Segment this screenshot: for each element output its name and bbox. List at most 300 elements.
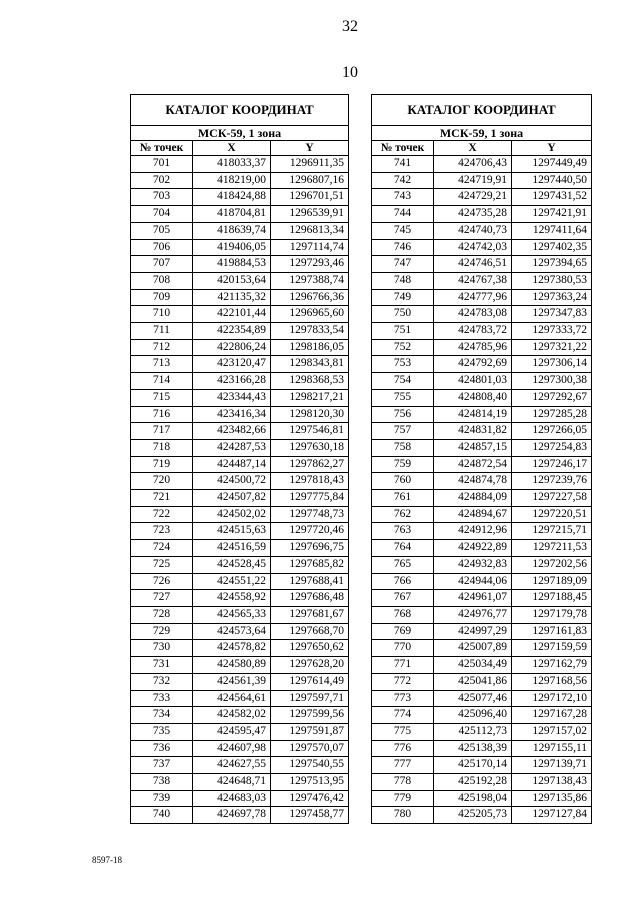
page-number: 32 xyxy=(342,18,358,35)
point-number-cell: 737 xyxy=(131,757,193,774)
y-coordinate-cell: 1297546,81 xyxy=(271,423,349,440)
y-coordinate-cell: 1297431,52 xyxy=(512,189,592,206)
y-coordinate-cell: 1297227,58 xyxy=(512,490,592,507)
table-row xyxy=(131,289,349,306)
x-coordinate-cell: 424785,96 xyxy=(434,339,512,356)
table-row xyxy=(131,523,349,540)
x-coordinate-cell: 422101,44 xyxy=(193,306,271,323)
x-coordinate-cell: 419406,05 xyxy=(193,239,271,256)
x-coordinate-cell: 424783,08 xyxy=(434,306,512,323)
table-row xyxy=(372,790,592,807)
point-number-cell: 771 xyxy=(372,657,434,674)
y-coordinate-cell: 1297720,46 xyxy=(271,523,349,540)
y-coordinate-cell: 1297411,64 xyxy=(512,222,592,239)
column-header-y: Y xyxy=(512,141,592,156)
x-coordinate-cell: 424502,02 xyxy=(193,506,271,523)
table-row xyxy=(131,506,349,523)
x-coordinate-cell: 424500,72 xyxy=(193,473,271,490)
point-number-cell: 734 xyxy=(131,707,193,724)
x-coordinate-cell: 418424,88 xyxy=(193,189,271,206)
x-coordinate-cell: 424894,67 xyxy=(434,506,512,523)
point-number-cell: 744 xyxy=(372,206,434,223)
point-number-cell: 731 xyxy=(131,657,193,674)
table-row xyxy=(131,272,349,289)
y-coordinate-cell: 1298120,30 xyxy=(271,406,349,423)
table-row xyxy=(372,189,592,206)
table-row xyxy=(131,206,349,223)
x-coordinate-cell: 418639,74 xyxy=(193,222,271,239)
table-row xyxy=(131,707,349,724)
table-row xyxy=(372,690,592,707)
table-row xyxy=(372,540,592,557)
y-coordinate-cell: 1297155,11 xyxy=(512,740,592,757)
y-coordinate-cell: 1298186,05 xyxy=(271,339,349,356)
x-coordinate-cell: 424808,40 xyxy=(434,389,512,406)
x-coordinate-cell: 424648,71 xyxy=(193,774,271,791)
point-number-cell: 775 xyxy=(372,723,434,740)
x-coordinate-cell: 420153,64 xyxy=(193,272,271,289)
x-coordinate-cell: 424740,73 xyxy=(434,222,512,239)
point-number-cell: 754 xyxy=(372,373,434,390)
y-coordinate-cell: 1298343,81 xyxy=(271,356,349,373)
table-row xyxy=(131,156,349,173)
y-coordinate-cell: 1297599,56 xyxy=(271,707,349,724)
x-coordinate-cell: 423482,66 xyxy=(193,423,271,440)
x-coordinate-cell: 424783,72 xyxy=(434,323,512,340)
x-coordinate-cell: 424857,15 xyxy=(434,439,512,456)
table-row xyxy=(131,774,349,791)
point-number-cell: 759 xyxy=(372,456,434,473)
x-coordinate-cell: 425205,73 xyxy=(434,807,512,824)
point-number-cell: 777 xyxy=(372,757,434,774)
y-coordinate-cell: 1297138,43 xyxy=(512,774,592,791)
point-number-cell: 716 xyxy=(131,406,193,423)
x-coordinate-cell: 424558,92 xyxy=(193,590,271,607)
column-header-point: № точек xyxy=(131,141,193,156)
x-coordinate-cell: 424801,03 xyxy=(434,373,512,390)
point-number-cell: 719 xyxy=(131,456,193,473)
x-coordinate-cell: 425034,49 xyxy=(434,657,512,674)
point-number-cell: 779 xyxy=(372,790,434,807)
x-coordinate-cell: 422806,24 xyxy=(193,339,271,356)
point-number-cell: 743 xyxy=(372,189,434,206)
y-coordinate-cell: 1297597,71 xyxy=(271,690,349,707)
x-coordinate-cell: 424735,28 xyxy=(434,206,512,223)
y-coordinate-cell: 1296813,34 xyxy=(271,222,349,239)
x-coordinate-cell: 425170,14 xyxy=(434,757,512,774)
x-coordinate-cell: 424595,47 xyxy=(193,723,271,740)
point-number-cell: 738 xyxy=(131,774,193,791)
table-row xyxy=(131,740,349,757)
point-number-cell: 769 xyxy=(372,623,434,640)
y-coordinate-cell: 1297202,56 xyxy=(512,556,592,573)
y-coordinate-cell: 1296965,60 xyxy=(271,306,349,323)
point-number-cell: 760 xyxy=(372,473,434,490)
x-coordinate-cell: 424580,89 xyxy=(193,657,271,674)
sub-page-number: 10 xyxy=(342,64,358,81)
table-title: КАТАЛОГ КООРДИНАТ xyxy=(372,95,592,126)
table-row xyxy=(131,540,349,557)
x-coordinate-cell: 424777,96 xyxy=(434,289,512,306)
table-row xyxy=(372,156,592,173)
y-coordinate-cell: 1297347,83 xyxy=(512,306,592,323)
point-number-cell: 732 xyxy=(131,673,193,690)
x-coordinate-cell: 424792,69 xyxy=(434,356,512,373)
table-row xyxy=(131,757,349,774)
point-number-cell: 702 xyxy=(131,172,193,189)
x-coordinate-cell: 424287,53 xyxy=(193,439,271,456)
table-row xyxy=(131,423,349,440)
point-number-cell: 762 xyxy=(372,506,434,523)
y-coordinate-cell: 1297833,54 xyxy=(271,323,349,340)
x-coordinate-cell: 424582,02 xyxy=(193,707,271,724)
point-number-cell: 726 xyxy=(131,573,193,590)
point-number-cell: 742 xyxy=(372,172,434,189)
y-coordinate-cell: 1297127,84 xyxy=(512,807,592,824)
table-subtitle: МСК-59, 1 зона xyxy=(372,126,592,141)
table-row xyxy=(372,774,592,791)
table-row xyxy=(372,289,592,306)
y-coordinate-cell: 1297449,49 xyxy=(512,156,592,173)
x-coordinate-cell: 424961,07 xyxy=(434,590,512,607)
x-coordinate-cell: 424719,91 xyxy=(434,172,512,189)
table-row xyxy=(131,239,349,256)
point-number-cell: 717 xyxy=(131,423,193,440)
x-coordinate-cell: 424515,63 xyxy=(193,523,271,540)
y-coordinate-cell: 1298217,21 xyxy=(271,389,349,406)
table-row xyxy=(372,606,592,623)
point-number-cell: 749 xyxy=(372,289,434,306)
x-coordinate-cell: 424922,89 xyxy=(434,540,512,557)
table-row xyxy=(372,523,592,540)
table-row xyxy=(372,807,592,824)
table-row xyxy=(372,306,592,323)
table-row xyxy=(131,673,349,690)
y-coordinate-cell: 1297591,87 xyxy=(271,723,349,740)
point-number-cell: 701 xyxy=(131,156,193,173)
table-row xyxy=(372,640,592,657)
point-number-cell: 774 xyxy=(372,707,434,724)
x-coordinate-cell: 424767,38 xyxy=(434,272,512,289)
table-row xyxy=(372,339,592,356)
x-coordinate-cell: 424874,78 xyxy=(434,473,512,490)
table-row xyxy=(372,556,592,573)
x-coordinate-cell: 425112,73 xyxy=(434,723,512,740)
y-coordinate-cell: 1297686,48 xyxy=(271,590,349,607)
point-number-cell: 753 xyxy=(372,356,434,373)
table-row xyxy=(131,189,349,206)
point-number-cell: 708 xyxy=(131,272,193,289)
x-coordinate-cell: 424697,78 xyxy=(193,807,271,824)
point-number-cell: 756 xyxy=(372,406,434,423)
table-row xyxy=(372,206,592,223)
point-number-cell: 721 xyxy=(131,490,193,507)
x-coordinate-cell: 423344,43 xyxy=(193,389,271,406)
table-row xyxy=(372,740,592,757)
x-coordinate-cell: 424507,82 xyxy=(193,490,271,507)
x-coordinate-cell: 424944,06 xyxy=(434,573,512,590)
x-coordinate-cell: 423120,47 xyxy=(193,356,271,373)
table-row xyxy=(131,640,349,657)
point-number-cell: 770 xyxy=(372,640,434,657)
x-coordinate-cell: 424528,45 xyxy=(193,556,271,573)
y-coordinate-cell: 1297440,50 xyxy=(512,172,592,189)
x-coordinate-cell: 424814,19 xyxy=(434,406,512,423)
point-number-cell: 723 xyxy=(131,523,193,540)
point-number-cell: 739 xyxy=(131,790,193,807)
column-header-x: X xyxy=(193,141,271,156)
y-coordinate-cell: 1297239,76 xyxy=(512,473,592,490)
point-number-cell: 727 xyxy=(131,590,193,607)
point-number-cell: 763 xyxy=(372,523,434,540)
point-number-cell: 713 xyxy=(131,356,193,373)
point-number-cell: 712 xyxy=(131,339,193,356)
y-coordinate-cell: 1297254,83 xyxy=(512,439,592,456)
point-number-cell: 706 xyxy=(131,239,193,256)
point-number-cell: 780 xyxy=(372,807,434,824)
point-number-cell: 755 xyxy=(372,389,434,406)
y-coordinate-cell: 1296766,36 xyxy=(271,289,349,306)
y-coordinate-cell: 1297293,46 xyxy=(271,256,349,273)
y-coordinate-cell: 1297630,18 xyxy=(271,439,349,456)
table-row xyxy=(131,306,349,323)
table-row xyxy=(131,556,349,573)
y-coordinate-cell: 1297215,71 xyxy=(512,523,592,540)
y-coordinate-cell: 1297628,20 xyxy=(271,657,349,674)
table-row xyxy=(372,373,592,390)
table-subtitle: МСК-59, 1 зона xyxy=(131,126,349,141)
table-row xyxy=(131,323,349,340)
point-number-cell: 728 xyxy=(131,606,193,623)
x-coordinate-cell: 424561,39 xyxy=(193,673,271,690)
y-coordinate-cell: 1297650,62 xyxy=(271,640,349,657)
x-coordinate-cell: 424742,03 xyxy=(434,239,512,256)
y-coordinate-cell: 1297668,70 xyxy=(271,623,349,640)
y-coordinate-cell: 1297380,53 xyxy=(512,272,592,289)
table-row xyxy=(131,389,349,406)
table-title: КАТАЛОГ КООРДИНАТ xyxy=(131,95,349,126)
y-coordinate-cell: 1296807,16 xyxy=(271,172,349,189)
x-coordinate-cell: 418704,81 xyxy=(193,206,271,223)
table-row xyxy=(372,222,592,239)
table-row xyxy=(372,406,592,423)
table-row xyxy=(131,723,349,740)
y-coordinate-cell: 1296701,51 xyxy=(271,189,349,206)
table-row xyxy=(131,456,349,473)
y-coordinate-cell: 1297421,91 xyxy=(512,206,592,223)
point-number-cell: 752 xyxy=(372,339,434,356)
y-coordinate-cell: 1297333,72 xyxy=(512,323,592,340)
table-row xyxy=(372,757,592,774)
table-row xyxy=(372,673,592,690)
y-coordinate-cell: 1297159,59 xyxy=(512,640,592,657)
x-coordinate-cell: 424551,22 xyxy=(193,573,271,590)
y-coordinate-cell: 1297211,53 xyxy=(512,540,592,557)
point-number-cell: 714 xyxy=(131,373,193,390)
x-coordinate-cell: 424746,51 xyxy=(434,256,512,273)
table-row xyxy=(372,490,592,507)
point-number-cell: 746 xyxy=(372,239,434,256)
x-coordinate-cell: 424683,03 xyxy=(193,790,271,807)
y-coordinate-cell: 1297266,05 xyxy=(512,423,592,440)
point-number-cell: 705 xyxy=(131,222,193,239)
y-coordinate-cell: 1297139,71 xyxy=(512,757,592,774)
point-number-cell: 711 xyxy=(131,323,193,340)
y-coordinate-cell: 1297394,65 xyxy=(512,256,592,273)
point-number-cell: 740 xyxy=(131,807,193,824)
y-coordinate-cell: 1298368,53 xyxy=(271,373,349,390)
table-row xyxy=(372,506,592,523)
y-coordinate-cell: 1297818,43 xyxy=(271,473,349,490)
y-coordinate-cell: 1297321,22 xyxy=(512,339,592,356)
table-row xyxy=(372,439,592,456)
table-row xyxy=(131,657,349,674)
column-header-point: № точек xyxy=(372,141,434,156)
point-number-cell: 767 xyxy=(372,590,434,607)
point-number-cell: 707 xyxy=(131,256,193,273)
y-coordinate-cell: 1297570,07 xyxy=(271,740,349,757)
point-number-cell: 703 xyxy=(131,189,193,206)
table-row xyxy=(372,707,592,724)
x-coordinate-cell: 424912,96 xyxy=(434,523,512,540)
x-coordinate-cell: 418033,37 xyxy=(193,156,271,173)
x-coordinate-cell: 424516,59 xyxy=(193,540,271,557)
point-number-cell: 764 xyxy=(372,540,434,557)
y-coordinate-cell: 1296911,35 xyxy=(271,156,349,173)
table-row xyxy=(131,373,349,390)
point-number-cell: 715 xyxy=(131,389,193,406)
y-coordinate-cell: 1297748,73 xyxy=(271,506,349,523)
point-number-cell: 736 xyxy=(131,740,193,757)
point-number-cell: 765 xyxy=(372,556,434,573)
y-coordinate-cell: 1297513,95 xyxy=(271,774,349,791)
y-coordinate-cell: 1297476,42 xyxy=(271,790,349,807)
y-coordinate-cell: 1297688,41 xyxy=(271,573,349,590)
x-coordinate-cell: 425041,86 xyxy=(434,673,512,690)
y-coordinate-cell: 1297540,55 xyxy=(271,757,349,774)
y-coordinate-cell: 1297114,74 xyxy=(271,239,349,256)
point-number-cell: 735 xyxy=(131,723,193,740)
y-coordinate-cell: 1297135,86 xyxy=(512,790,592,807)
point-number-cell: 718 xyxy=(131,439,193,456)
table-row xyxy=(131,172,349,189)
y-coordinate-cell: 1297685,82 xyxy=(271,556,349,573)
x-coordinate-cell: 423416,34 xyxy=(193,406,271,423)
x-coordinate-cell: 425192,28 xyxy=(434,774,512,791)
point-number-cell: 772 xyxy=(372,673,434,690)
y-coordinate-cell: 1297179,78 xyxy=(512,606,592,623)
x-coordinate-cell: 424706,43 xyxy=(434,156,512,173)
point-number-cell: 710 xyxy=(131,306,193,323)
x-coordinate-cell: 425096,40 xyxy=(434,707,512,724)
point-number-cell: 725 xyxy=(131,556,193,573)
table-row xyxy=(131,590,349,607)
table-row xyxy=(372,573,592,590)
table-row xyxy=(131,807,349,824)
x-coordinate-cell: 424573,64 xyxy=(193,623,271,640)
point-number-cell: 729 xyxy=(131,623,193,640)
y-coordinate-cell: 1297162,79 xyxy=(512,657,592,674)
y-coordinate-cell: 1297614,49 xyxy=(271,673,349,690)
x-coordinate-cell: 424565,33 xyxy=(193,606,271,623)
point-number-cell: 741 xyxy=(372,156,434,173)
y-coordinate-cell: 1297168,56 xyxy=(512,673,592,690)
table-row xyxy=(372,590,592,607)
y-coordinate-cell: 1297696,75 xyxy=(271,540,349,557)
point-number-cell: 722 xyxy=(131,506,193,523)
point-number-cell: 758 xyxy=(372,439,434,456)
y-coordinate-cell: 1297172,10 xyxy=(512,690,592,707)
table-row xyxy=(131,406,349,423)
x-coordinate-cell: 419884,53 xyxy=(193,256,271,273)
y-coordinate-cell: 1297188,45 xyxy=(512,590,592,607)
x-coordinate-cell: 424932,83 xyxy=(434,556,512,573)
y-coordinate-cell: 1297306,14 xyxy=(512,356,592,373)
point-number-cell: 761 xyxy=(372,490,434,507)
x-coordinate-cell: 422354,89 xyxy=(193,323,271,340)
point-number-cell: 776 xyxy=(372,740,434,757)
point-number-cell: 757 xyxy=(372,423,434,440)
x-coordinate-cell: 424564,61 xyxy=(193,690,271,707)
x-coordinate-cell: 425198,04 xyxy=(434,790,512,807)
x-coordinate-cell: 424607,98 xyxy=(193,740,271,757)
table-row xyxy=(131,339,349,356)
table-row xyxy=(131,790,349,807)
table-row xyxy=(131,473,349,490)
table-row xyxy=(372,256,592,273)
y-coordinate-cell: 1297220,51 xyxy=(512,506,592,523)
point-number-cell: 766 xyxy=(372,573,434,590)
y-coordinate-cell: 1297161,83 xyxy=(512,623,592,640)
table-row xyxy=(372,623,592,640)
x-coordinate-cell: 424831,82 xyxy=(434,423,512,440)
point-number-cell: 747 xyxy=(372,256,434,273)
x-coordinate-cell: 424884,09 xyxy=(434,490,512,507)
table-row xyxy=(131,256,349,273)
y-coordinate-cell: 1297363,24 xyxy=(512,289,592,306)
point-number-cell: 720 xyxy=(131,473,193,490)
point-number-cell: 745 xyxy=(372,222,434,239)
point-number-cell: 724 xyxy=(131,540,193,557)
y-coordinate-cell: 1297300,38 xyxy=(512,373,592,390)
table-row xyxy=(372,239,592,256)
x-coordinate-cell: 425077,46 xyxy=(434,690,512,707)
table-row xyxy=(372,172,592,189)
y-coordinate-cell: 1297458,77 xyxy=(271,807,349,824)
table-row xyxy=(372,272,592,289)
table-row xyxy=(131,690,349,707)
x-coordinate-cell: 424872,54 xyxy=(434,456,512,473)
x-coordinate-cell: 425007,89 xyxy=(434,640,512,657)
table-row xyxy=(131,573,349,590)
table-row xyxy=(372,356,592,373)
point-number-cell: 733 xyxy=(131,690,193,707)
x-coordinate-cell: 424729,21 xyxy=(434,189,512,206)
point-number-cell: 704 xyxy=(131,206,193,223)
point-number-cell: 750 xyxy=(372,306,434,323)
y-coordinate-cell: 1297167,28 xyxy=(512,707,592,724)
y-coordinate-cell: 1297189,09 xyxy=(512,573,592,590)
point-number-cell: 730 xyxy=(131,640,193,657)
footer-code: 8597-18 xyxy=(92,855,122,865)
point-number-cell: 709 xyxy=(131,289,193,306)
y-coordinate-cell: 1297681,67 xyxy=(271,606,349,623)
table-row xyxy=(372,323,592,340)
table-row xyxy=(372,456,592,473)
table-row xyxy=(372,723,592,740)
y-coordinate-cell: 1296539,91 xyxy=(271,206,349,223)
y-coordinate-cell: 1297775,84 xyxy=(271,490,349,507)
